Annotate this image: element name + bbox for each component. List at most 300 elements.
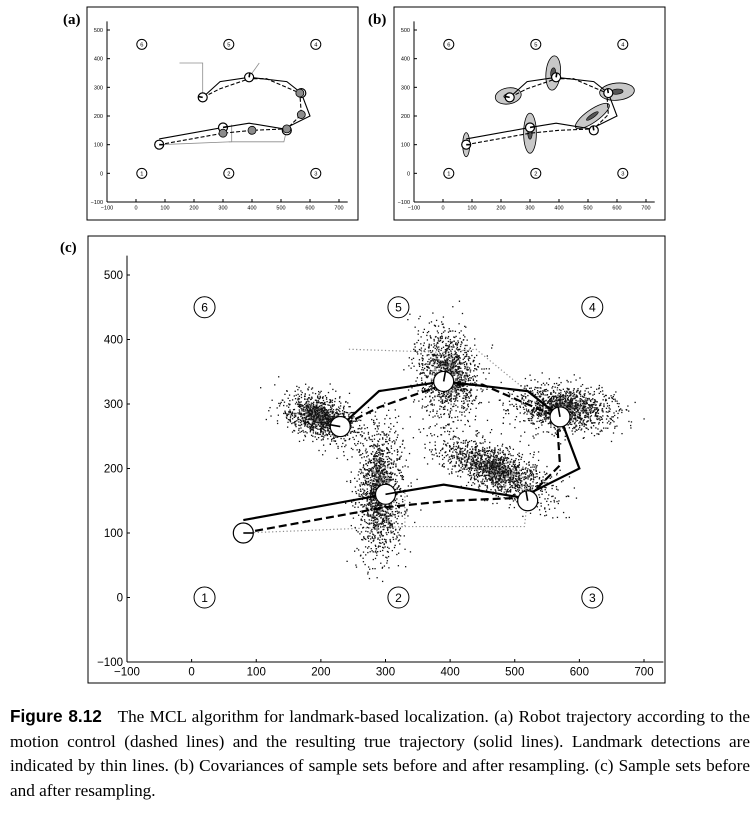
panel-c-sample-particle <box>356 421 357 422</box>
panel-c-sample-particle <box>330 407 331 408</box>
panel-c-sample-particle <box>290 416 291 417</box>
panel-c-sample-particle <box>395 505 396 506</box>
panel-c-sample-particle <box>372 492 373 493</box>
panel-c-sample-particle <box>463 388 464 389</box>
panel-c-sample-particle <box>455 336 456 337</box>
panel-c-sample-particle <box>484 448 485 449</box>
panel-b-landmark-label-1: 1 <box>447 171 451 178</box>
panel-c-sample-particle <box>462 386 463 387</box>
panel-c-y-tick-label: 300 <box>103 399 123 412</box>
panel-c-sample-particle <box>432 411 433 412</box>
panel-c-sample-particle <box>376 472 377 473</box>
panel-c-sample-particle <box>472 465 473 466</box>
panel-c-sample-particle <box>384 480 385 481</box>
panel-b-landmark-label-2: 2 <box>534 171 538 178</box>
panel-c-sample-particle <box>437 367 438 368</box>
panel-c-sample-particle <box>463 359 464 360</box>
panel-c-sample-particle <box>390 476 391 477</box>
panel-c-sample-particle <box>292 431 293 432</box>
panel-c-sample-particle <box>335 437 336 438</box>
panel-c-sample-particle <box>377 551 378 552</box>
panel-c-sample-particle <box>383 453 384 454</box>
panel-c-sample-particle <box>308 397 309 398</box>
panel-c-sample-particle <box>370 477 371 478</box>
panel-c-sample-particle <box>450 339 451 340</box>
panel-c-sample-particle <box>425 392 426 393</box>
panel-c-sample-particle <box>398 485 399 486</box>
panel-c-sample-particle <box>365 539 366 540</box>
panel-c-sample-particle <box>402 499 403 500</box>
panel-c-sample-particle <box>401 472 402 473</box>
panel-c-sample-particle <box>455 369 456 370</box>
panel-c-sample-particle <box>295 398 296 399</box>
panel-c-sample-particle <box>395 529 396 530</box>
panel-c-sample-particle <box>329 421 330 422</box>
panel-c-sample-particle <box>429 361 430 362</box>
panel-c-sample-particle <box>307 399 308 400</box>
panel-c-sample-particle <box>363 506 364 507</box>
panel-c-sample-particle <box>355 503 356 504</box>
panel-c-sample-particle <box>371 462 372 463</box>
panel-c-sample-particle <box>450 366 451 367</box>
panel-c-sample-particle <box>458 393 459 394</box>
panel-c-sample-particle <box>320 434 321 435</box>
panel-a-x-tick-label: 700 <box>334 205 344 212</box>
panel-c-sample-particle <box>379 539 380 540</box>
panel-c-sample-particle <box>342 443 343 444</box>
panel-c-sample-particle <box>395 479 396 480</box>
panel-c-sample-particle <box>381 458 382 459</box>
panel-c-sample-particle <box>373 551 374 552</box>
panel-c-sample-particle <box>315 433 316 434</box>
panel-c-sample-particle <box>370 494 371 495</box>
panel-c-sample-particle <box>370 482 371 483</box>
panel-c-sample-particle <box>384 418 385 419</box>
panel-c-sample-particle <box>365 554 366 555</box>
panel-c-sample-particle <box>455 380 456 381</box>
panel-c-resampled-particle <box>428 350 430 352</box>
panel-c-sample-particle <box>444 402 445 403</box>
panel-c-sample-particle <box>384 565 385 566</box>
panel-c-sample-particle <box>299 411 300 412</box>
panel-c-sample-particle <box>336 411 337 412</box>
panel-c-sample-particle <box>385 514 386 515</box>
panel-c-sample-particle <box>388 548 389 549</box>
panel-c-sample-particle <box>436 320 437 321</box>
panel-c-sample-particle <box>383 431 384 432</box>
panel-c-sample-particle <box>374 489 375 490</box>
panel-c-sample-particle <box>443 316 444 317</box>
panel-c-sample-particle <box>391 459 392 460</box>
panel-c-sample-particle <box>422 372 423 373</box>
panel-c-sample-particle <box>388 476 389 477</box>
panel-c-sample-particle <box>349 406 350 407</box>
panel-c-sample-particle <box>360 555 361 556</box>
panel-c-sample-particle <box>326 401 327 402</box>
panel-c-sample-particle <box>467 390 468 391</box>
panel-b-x-tick-label: 300 <box>525 205 535 212</box>
panel-c-sample-particle <box>304 413 305 414</box>
panel-c-sample-particle <box>375 546 376 547</box>
panel-c-sample-particle <box>363 536 364 537</box>
panel-c-sample-particle <box>365 482 366 483</box>
panel-c-sample-particle <box>367 523 368 524</box>
panel-c-y-tick-label: −100 <box>97 657 123 670</box>
panel-c-sample-particle <box>476 443 477 444</box>
panel-a-detection-line <box>229 129 287 142</box>
panel-c-sample-particle <box>316 428 317 429</box>
panel-c-sample-particle <box>397 532 398 533</box>
panel-c-sample-particle <box>387 473 388 474</box>
panel-c-sample-particle <box>380 479 381 480</box>
panel-c-sample-particle <box>319 410 320 411</box>
panel-c-sample-particle <box>373 499 374 500</box>
panel-c-sample-particle <box>395 463 396 464</box>
panel-c-sample-particle <box>464 368 465 369</box>
panel-c-sample-particle <box>332 400 333 401</box>
panel-c-sample-particle <box>433 354 434 355</box>
panel-c-sample-particle <box>445 349 446 350</box>
panel-c-sample-particle <box>332 404 333 405</box>
panel-c-sample-particle <box>464 379 465 380</box>
panel-c-sample-particle <box>439 364 440 365</box>
panel-c-sample-particle <box>442 353 443 354</box>
panel-c-sample-particle <box>373 424 374 425</box>
panel-c-sample-particle <box>354 431 355 432</box>
panel-c-sample-particle <box>299 396 300 397</box>
panel-c-sample-particle <box>376 577 377 578</box>
panel-c-sample-particle <box>341 446 342 447</box>
panel-c-sample-particle <box>396 502 397 503</box>
panel-c-sample-particle <box>370 492 371 493</box>
panel-c-sample-particle <box>374 511 375 512</box>
panel-c-sample-particle <box>371 520 372 521</box>
panel-c-sample-particle <box>376 419 377 420</box>
panel-c-sample-particle <box>419 366 420 367</box>
panel-c-sample-particle <box>345 444 346 445</box>
panel-c-sample-particle <box>457 340 458 341</box>
panel-c-sample-particle <box>388 464 389 465</box>
panel-c-sample-particle <box>423 369 424 370</box>
panel-c-sample-particle <box>313 419 314 420</box>
panel-c-sample-particle <box>368 527 369 528</box>
panel-c-sample-particle <box>374 447 375 448</box>
panel-b-y-tick-label: 300 <box>400 85 410 92</box>
panel-c-sample-particle <box>381 534 382 535</box>
panel-c-sample-particle <box>389 473 390 474</box>
panel-c-sample-particle <box>388 516 389 517</box>
panel-c-sample-particle <box>375 558 376 559</box>
panel-c-sample-particle <box>402 466 403 467</box>
panel-c-sample-particle <box>396 521 397 522</box>
panel-c-sample-particle <box>476 408 477 409</box>
panel-c-sample-particle <box>361 531 362 532</box>
panel-c-sample-particle <box>365 475 366 476</box>
panel-c-sample-particle <box>465 410 466 411</box>
panel-c-sample-particle <box>383 525 384 526</box>
panel-c-sample-particle <box>465 381 466 382</box>
panel-c-sample-particle <box>376 431 377 432</box>
panel-c-sample-particle <box>463 339 464 340</box>
panel-c-sample-particle <box>305 403 306 404</box>
panel-c-sample-particle <box>354 443 355 444</box>
panel-c-sample-particle <box>366 475 367 476</box>
panel-c-resampled-particle <box>522 467 524 469</box>
panel-c-sample-particle <box>367 527 368 528</box>
panel-c-sample-particle <box>327 414 328 415</box>
panel-c-sample-particle <box>320 391 321 392</box>
panel-c-sample-particle <box>421 357 422 358</box>
panel-c-sample-particle <box>384 434 385 435</box>
panel-c-sample-particle <box>443 332 444 333</box>
panel-c-sample-particle <box>459 386 460 387</box>
panel-c-sample-particle <box>366 505 367 506</box>
panel-c-sample-particle <box>348 414 349 415</box>
panel-c-sample-particle <box>378 474 379 475</box>
panel-c-sample-particle <box>375 467 376 468</box>
panel-c-sample-particle <box>426 410 427 411</box>
panel-b-x-tick-label: 700 <box>641 205 651 212</box>
panel-c-sample-particle <box>375 526 376 527</box>
panel-c-sample-particle <box>446 365 447 366</box>
panel-c-sample-particle <box>364 424 365 425</box>
panel-c-sample-particle <box>304 411 305 412</box>
panel-c-sample-particle <box>350 480 351 481</box>
panel-c-sample-particle <box>376 515 377 516</box>
panel-c-sample-particle <box>372 472 373 473</box>
panel-c-sample-particle <box>386 434 387 435</box>
panel-c-sample-particle <box>384 472 385 473</box>
panel-c-sample-particle <box>457 359 458 360</box>
panel-c-sample-particle <box>468 470 469 471</box>
panel-c-sample-particle <box>370 506 371 507</box>
panel-c-sample-particle <box>366 478 367 479</box>
panel-c-sample-particle <box>288 407 289 408</box>
panel-c-sample-particle <box>459 379 460 380</box>
panel-c-sample-particle <box>361 457 362 458</box>
panel-c-sample-particle <box>373 420 374 421</box>
panel-c-sample-particle <box>450 428 451 429</box>
panel-c-sample-particle <box>382 437 383 438</box>
panel-a-x-tick-label: 600 <box>305 205 315 212</box>
panel-c-sample-particle <box>445 338 446 339</box>
panel-c-sample-particle <box>362 453 363 454</box>
panel-c-sample-particle <box>416 342 417 343</box>
panel-c-sample-particle <box>449 416 450 417</box>
panel-c-sample-particle <box>334 401 335 402</box>
panel-c-sample-particle <box>521 457 522 458</box>
panel-c-sample-particle <box>331 439 332 440</box>
panel-c-sample-particle <box>368 566 369 567</box>
panel-c-sample-particle <box>437 357 438 358</box>
panel-c-sample-particle <box>448 352 449 353</box>
panel-c-resampled-particle <box>371 480 373 482</box>
panel-c-sample-particle <box>442 341 443 342</box>
panel-c-sample-particle <box>397 513 398 514</box>
panel-c-sample-particle <box>432 358 433 359</box>
panel-c-sample-particle <box>469 400 470 401</box>
panel-c-sample-particle <box>418 363 419 364</box>
panel-c-sample-particle <box>352 412 353 413</box>
panel-c-resampled-particle <box>433 370 435 372</box>
panel-c-sample-particle <box>378 425 379 426</box>
panel-c-sample-particle <box>378 454 379 455</box>
panel-c-sample-particle <box>367 531 368 532</box>
panel-c-sample-particle <box>289 394 290 395</box>
panel-c-sample-particle <box>318 450 319 451</box>
panel-c-sample-particle <box>461 371 462 372</box>
panel-c-sample-particle <box>429 449 430 450</box>
panel-c-sample-particle <box>466 386 467 387</box>
panel-c-sample-particle <box>266 419 267 420</box>
panel-c-resampled-particle <box>531 485 533 487</box>
panel-c-sample-particle <box>455 331 456 332</box>
panel-c-sample-particle <box>395 516 396 517</box>
panel-a-control-pose <box>296 89 304 97</box>
panel-c-sample-particle <box>444 368 445 369</box>
panel-c-sample-particle <box>304 414 305 415</box>
panel-c-sample-particle <box>474 382 475 383</box>
panel-c-sample-particle <box>372 484 373 485</box>
panel-c-sample-particle <box>382 542 383 543</box>
panel-c-sample-particle <box>428 354 429 355</box>
panel-c-sample-particle <box>356 566 357 567</box>
panel-c-sample-particle <box>472 403 473 404</box>
panel-c-sample-particle <box>390 428 391 429</box>
panel-c-sample-particle <box>387 560 388 561</box>
panel-b-x-tick-label: 400 <box>554 205 564 212</box>
panel-c-sample-particle <box>370 551 371 552</box>
panel-c-sample-particle <box>470 389 471 390</box>
panel-c-sample-particle <box>358 441 359 442</box>
panel-c-sample-particle <box>369 535 370 536</box>
panel-c-sample-particle <box>286 418 287 419</box>
panel-c-sample-particle <box>400 528 401 529</box>
panel-c-sample-particle <box>297 412 298 413</box>
panel-c-sample-particle <box>305 384 306 385</box>
panel-c-sample-particle <box>391 462 392 463</box>
panel-c-x-tick-label: 600 <box>569 666 589 679</box>
panel-c-sample-particle <box>444 392 445 393</box>
panel-c-sample-particle <box>432 416 433 417</box>
panel-c-sample-particle <box>382 555 383 556</box>
panel-c-sample-particle <box>292 418 293 419</box>
panel-c-sample-particle <box>370 530 371 531</box>
panel-c-sample-particle <box>303 440 304 441</box>
panel-c-sample-particle <box>434 362 435 363</box>
panel-c-sample-particle <box>390 513 391 514</box>
panel-c-sample-particle <box>320 409 321 410</box>
panel-c-sample-particle <box>445 398 446 399</box>
panel-c-sample-particle <box>450 458 451 459</box>
panel-c-sample-particle <box>321 413 322 414</box>
panel-c-sample-particle <box>486 368 487 369</box>
panel-c-sample-particle <box>285 413 286 414</box>
panel-c-sample-particle <box>464 352 465 353</box>
panel-a-x-tick-label: 500 <box>276 205 286 212</box>
panel-c-sample-particle <box>373 538 374 539</box>
panel-c-sample-particle <box>414 522 415 523</box>
panel-c-sample-particle <box>391 448 392 449</box>
panel-c-sample-particle <box>284 402 285 403</box>
panel-c-sample-particle <box>364 514 365 515</box>
panel-c-sample-particle <box>404 447 405 448</box>
panel-c-sample-particle <box>409 502 410 503</box>
panel-c-sample-particle <box>372 494 373 495</box>
panel-c-sample-particle <box>434 395 435 396</box>
panel-a-control-pose <box>248 126 256 134</box>
panel-c-sample-particle <box>370 468 371 469</box>
panel-c-resampled-particle <box>435 370 437 372</box>
panel-c-sample-particle <box>380 464 381 465</box>
panel-c-sample-particle <box>292 413 293 414</box>
panel-c-sample-particle <box>372 441 373 442</box>
panel-c-sample-particle <box>423 387 424 388</box>
panel-c-sample-particle <box>289 404 290 405</box>
panel-c-sample-particle <box>373 478 374 479</box>
panel-c-sample-particle <box>447 368 448 369</box>
panel-c-sample-particle <box>371 439 372 440</box>
panel-c-sample-particle <box>323 396 324 397</box>
panel-c-sample-particle <box>374 517 375 518</box>
panel-c-sample-particle <box>448 391 449 392</box>
panel-c-sample-particle <box>289 409 290 410</box>
panel-c-sample-particle <box>383 464 384 465</box>
panel-c-sample-particle <box>288 411 289 412</box>
panel-c-sample-particle <box>438 355 439 356</box>
panel-c-sample-particle <box>366 473 367 474</box>
panel-c-sample-particle <box>368 407 369 408</box>
panel-c-sample-particle <box>333 405 334 406</box>
panel-c-sample-particle <box>322 415 323 416</box>
panel-c-sample-particle <box>438 351 439 352</box>
panel-c-sample-particle <box>292 399 293 400</box>
panel-c-sample-particle <box>314 416 315 417</box>
panel-c-sample-particle <box>368 514 369 515</box>
panel-c-sample-particle <box>350 482 351 483</box>
panel-c-sample-particle <box>449 400 450 401</box>
panel-c-sample-particle <box>387 547 388 548</box>
panel-c-sample-particle <box>378 514 379 515</box>
panel-c-sample-particle <box>387 551 388 552</box>
panel-c-sample-particle <box>317 432 318 433</box>
panel-c-sample-particle <box>432 365 433 366</box>
panel-c-sample-particle <box>294 417 295 418</box>
panel-c-sample-particle <box>453 364 454 365</box>
panel-c-label: (c) <box>60 240 77 256</box>
panel-c-sample-particle <box>292 415 293 416</box>
panel-b-landmark-label-4: 4 <box>621 42 625 49</box>
panel-c-sample-particle <box>373 459 374 460</box>
panel-c-sample-particle <box>536 466 537 467</box>
panel-c-sample-particle <box>386 532 387 533</box>
panel-c-sample-particle <box>468 396 469 397</box>
panel-c-sample-particle <box>463 403 464 404</box>
panel-c-sample-particle <box>445 337 446 338</box>
panel-c-sample-particle <box>383 511 384 512</box>
panel-c-sample-particle <box>465 399 466 400</box>
panel-c-sample-particle <box>421 377 422 378</box>
panel-c-sample-particle <box>321 405 322 406</box>
panel-c-sample-particle <box>378 532 379 533</box>
panel-c-sample-particle <box>333 409 334 410</box>
panel-c-sample-particle <box>390 472 391 473</box>
panel-c-sample-particle <box>442 403 443 404</box>
panel-c-sample-particle <box>420 336 421 337</box>
panel-c-sample-particle <box>397 518 398 519</box>
panel-c-sample-particle <box>367 552 368 553</box>
panel-c-sample-particle <box>407 515 408 516</box>
